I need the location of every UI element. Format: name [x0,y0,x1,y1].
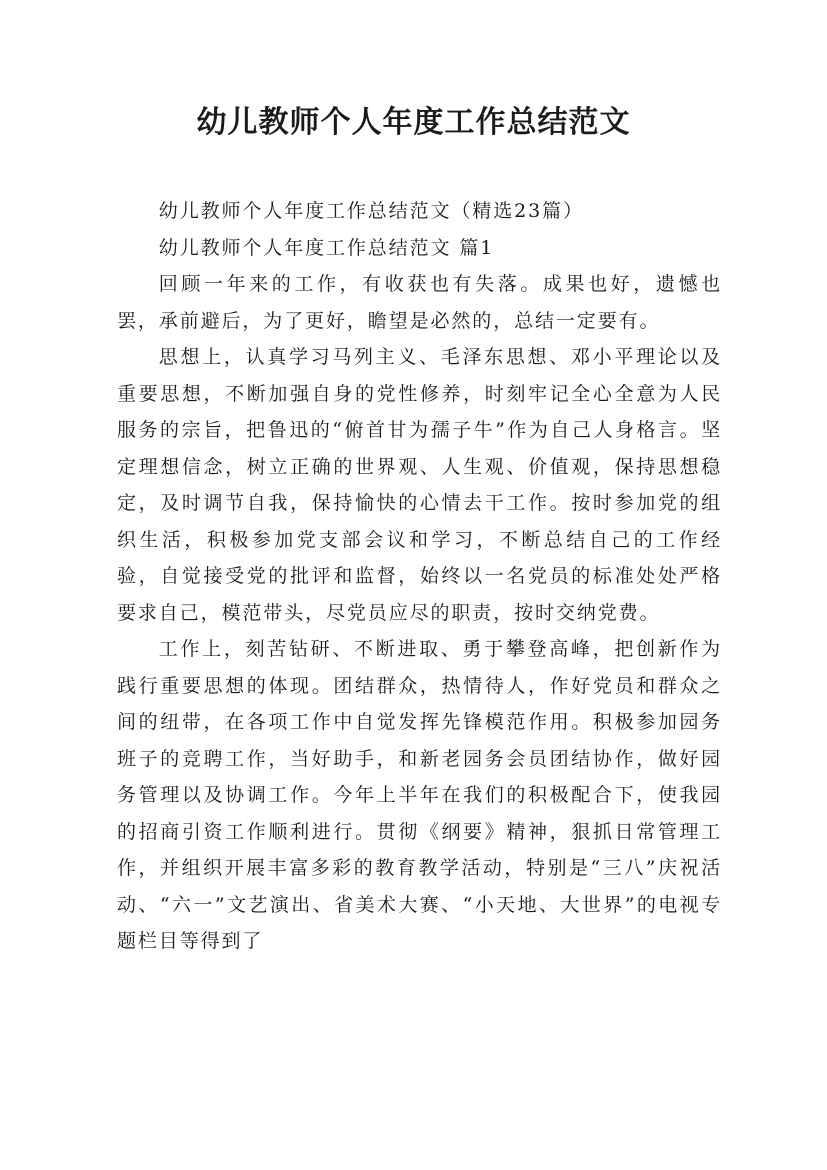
document-subtitle: 幼儿教师个人年度工作总结范文（精选23篇） [158,200,584,222]
paragraph: 工作上，刻苦钻研、不断进取、勇于攀登高峰，把创新作为践行重要思想的体现。团结群众，热情待人，作好党员和群众之间的纽带，在各项工作中自觉发挥先锋模范作用。积极参加园务班子的竞聘工作，当好助手，和新老园务会员团结协作，做好园务管理以及协调工作。今年上半年在我们的积极配合下，使我园的招商引资工作顺利进行。贯彻《纲要》精神，狠抓日常管理工作，并组织开展丰富多彩的教育教学活动，特别是“三八”庆祝活动、“六一”文艺演出、省美术大赛、“小天地、大世界”的电视专题栏目等得到了 [117,638,722,952]
document-body [117,193,722,960]
document-title: 幼儿教师个人年度工作总结范文 [196,105,631,140]
section-heading: 幼儿教师个人年度工作总结范文 篇1 [158,236,495,259]
paragraph: 回顾一年来的工作，有收获也有失落。成果也好，遗憾也罢，承前避后，为了更好，瞻望是必然的，总结一定要有。 [117,273,722,332]
paragraph: 思想上，认真学习马列主义、毛泽东思想、邓小平理论以及重要思想，不断加强自身的党性修养，时刻牢记全心全意为人民服务的宗旨，把鲁迅的“俯首甘为孺子牛”作为自己人身格言。坚定理想信念，树立正确的世界观、人生观、价值观，保持思想稳定，及时调节自我，保持愉快的心情去干工作。按时参加党的组织生活，积极参加党支部会议和学习，不断总结自己的工作经验，自觉接受党的批评和监督，始终以一名党员的标准处处严格要求自己，模范带头，尽党员应尽的职责，按时交纳党费。 [117,346,722,624]
